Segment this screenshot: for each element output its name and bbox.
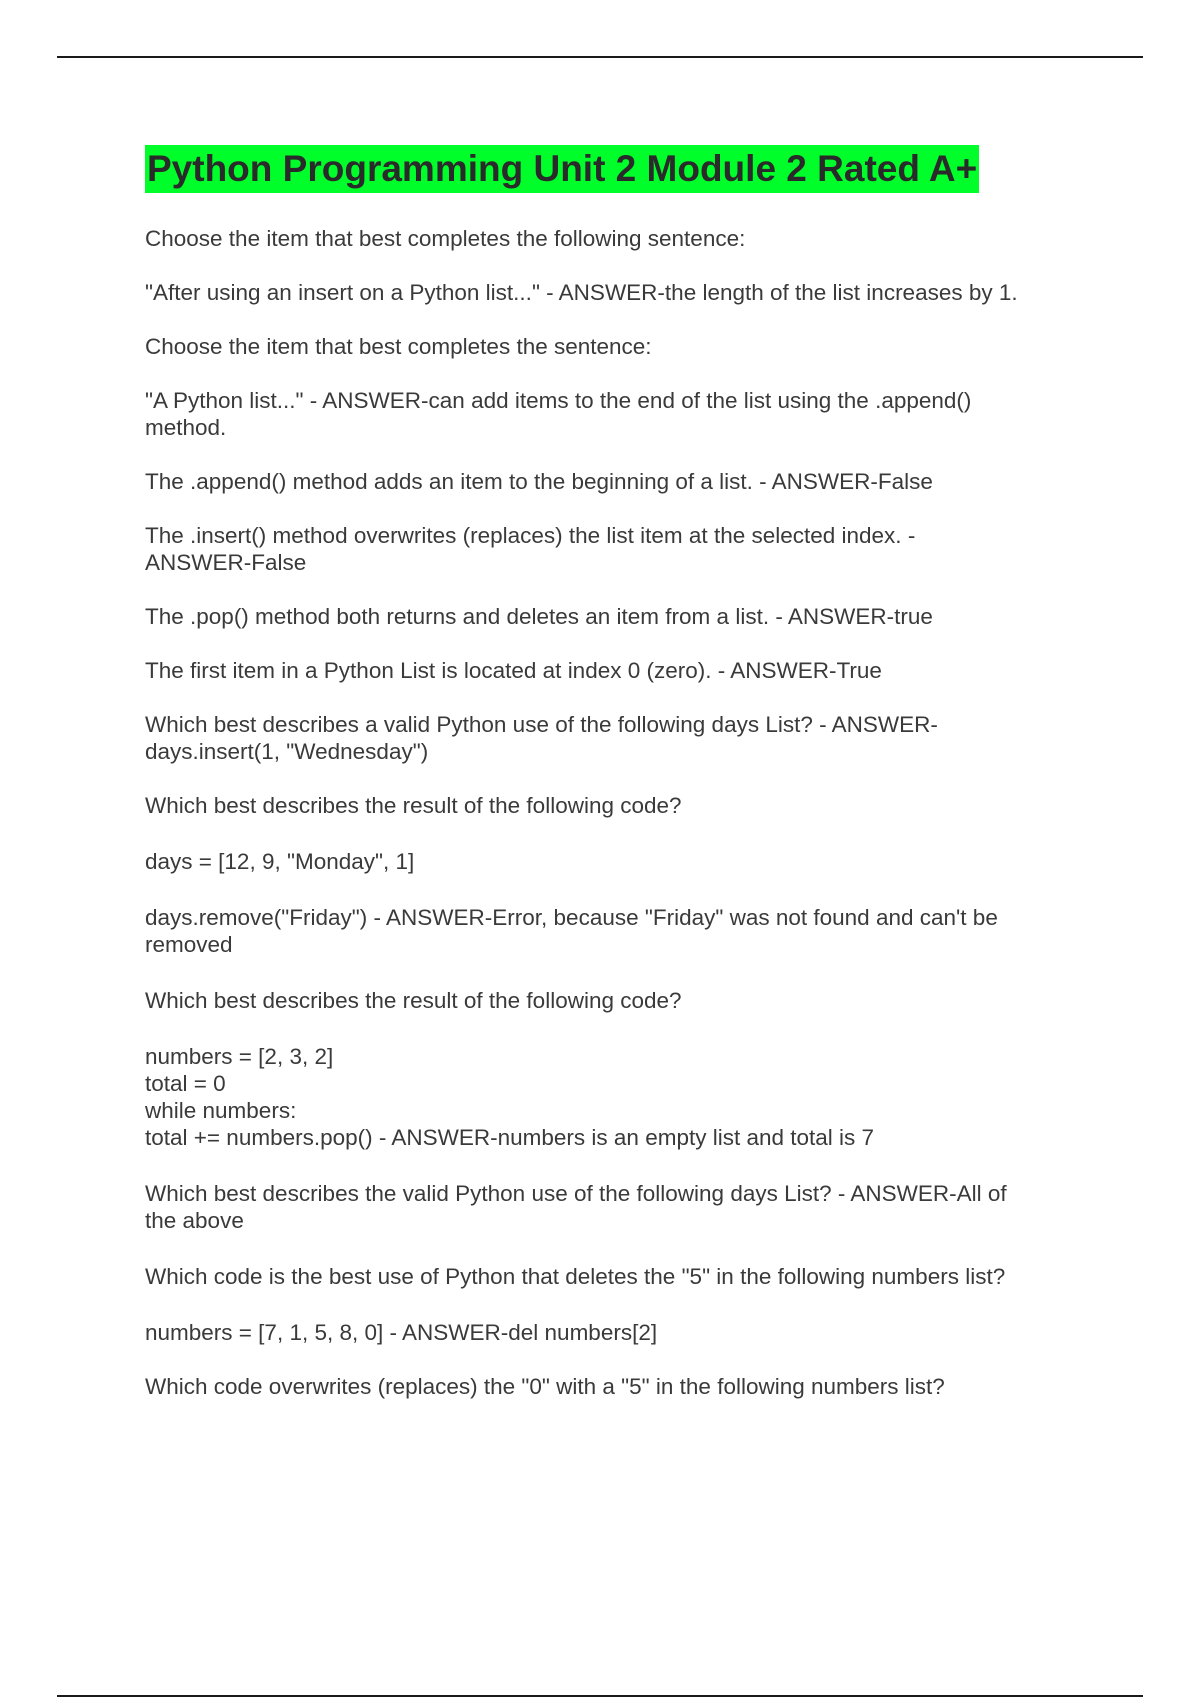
paragraph-18: Which code overwrites (replaces) the "0" with a "5" in the following numbers list? [145,1374,945,1399]
document-body [145,145,1095,1400]
paragraph-17: numbers = [7, 1, 5, 8, 0] - ANSWER-del numbers[2] [145,1320,658,1345]
document-title: Python Programming Unit 2 Module 2 Rated A+ [145,145,979,193]
paragraph-12: days.remove("Friday") - ANSWER-Error, because "Friday" was not found and can't be removed [145,905,998,957]
paragraph-5: The .append() method adds an item to the beginning of a list. - ANSWER-False [145,469,933,494]
paragraph-13: Which best describes the result of the following code? [145,988,682,1013]
paragraph-11: days = [12, 9, "Monday", 1] [145,849,415,874]
paragraph-1: Choose the item that best completes the following sentence: [145,226,746,251]
paragraph-9: Which best describes a valid Python use of the following days List? - ANSWER- days.insert(1, "Wednesday") [145,712,938,764]
paragraph-10: Which best describes the result of the following code? [145,793,682,818]
paragraph-2: "After using an insert on a Python list..." - ANSWER-the length of the list increases by 1. [145,280,1018,305]
paragraph-6: The .insert() method overwrites (replaces) the list item at the selected index. - ANSWER-False [145,523,916,575]
paragraph-16: Which code is the best use of Python that deletes the "5" in the following numbers list? [145,1264,1006,1289]
paragraph-4: "A Python list..." - ANSWER-can add items to the end of the list using the .append() method. [145,388,972,440]
paragraph-7: The .pop() method both returns and deletes an item from a list. - ANSWER-true [145,604,933,629]
paragraph-3: Choose the item that best completes the sentence: [145,334,652,359]
paragraph-14: numbers = [2, 3, 2] total = 0 while numbers: total += numbers.pop() - ANSWER-numbers is an empty list and total is 7 [145,1044,875,1150]
header-rule [57,56,1143,58]
paragraph-8: The first item in a Python List is located at index 0 (zero). - ANSWER-True [145,658,882,683]
footer-rule [57,1695,1143,1697]
paragraph-15: Which best describes the valid Python use of the following days List? - ANSWER-All of the above [145,1181,1007,1233]
